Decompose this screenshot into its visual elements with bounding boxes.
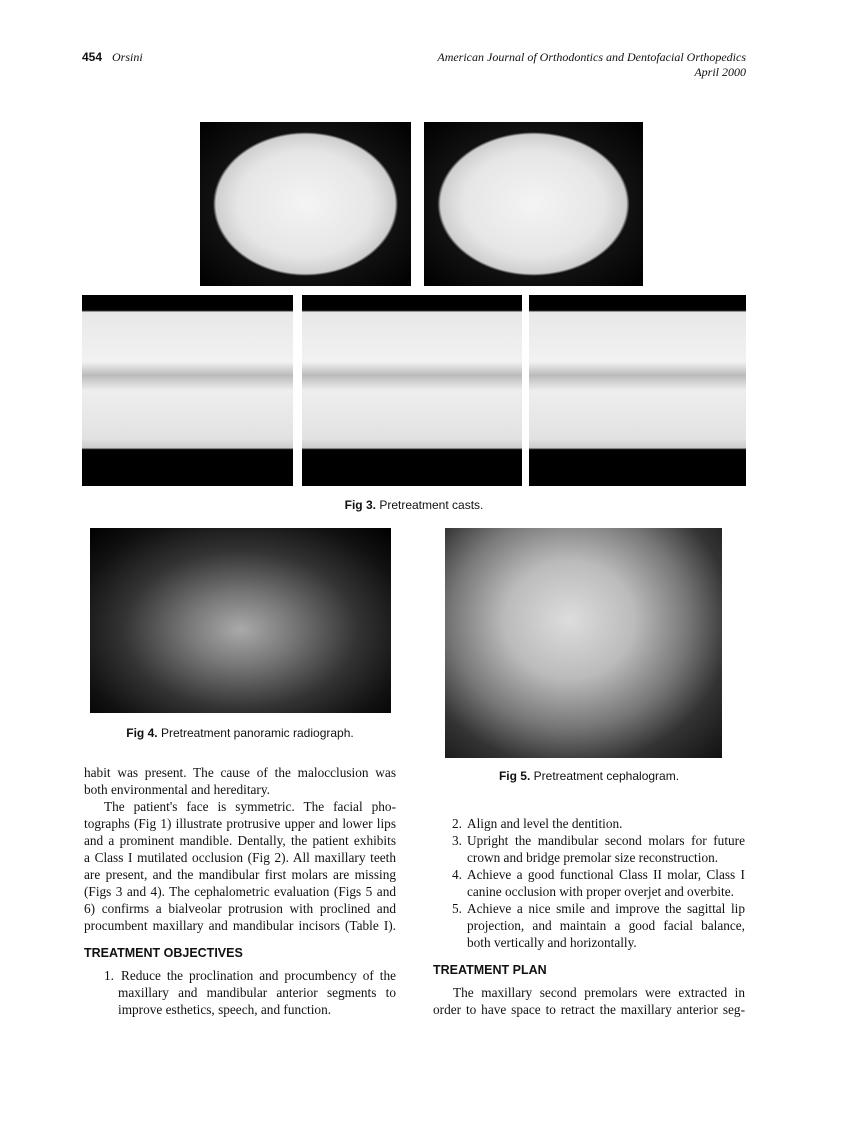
- list-item-text: Achieve a good functional Class II molar, Class I: [467, 867, 745, 882]
- journal-header: [437, 50, 746, 80]
- body-text-line: are present, and the mandibular first molars are missing: [84, 867, 396, 882]
- list-number: 3.: [452, 833, 462, 848]
- maxillary-cast-occlusal-image: [200, 122, 411, 286]
- list-number: 1.: [104, 968, 114, 983]
- body-text-line: and a prominent mandible. Dentally, the patient exhibits: [84, 833, 396, 848]
- running-author: Orsini: [112, 50, 143, 64]
- body-text-line: procumbent maxillary and mandibular incisors (Table I).: [84, 918, 396, 933]
- list-item-text: crown and bridge premolar size reconstruction.: [467, 850, 719, 865]
- list-item-text: improve esthetics, speech, and function.: [118, 1002, 332, 1017]
- body-text-line: The patient's face is symmetric. The facial pho-: [104, 799, 396, 814]
- left-buccal-cast-image: [529, 295, 746, 486]
- body-text-line: habit was present. The cause of the malocclusion was: [84, 765, 396, 780]
- issue-date: April 2000: [694, 65, 746, 79]
- body-text-line: The maxillary second premolars were extracted in: [453, 985, 745, 1000]
- list-item-text: projection, and maintain a good facial balance,: [467, 918, 745, 933]
- body-text-line: tographs (Fig 1) illustrate protrusive upper and lower lips: [84, 816, 396, 831]
- frontal-cast-image: [302, 295, 522, 486]
- list-item-text: canine occlusion with proper overjet and overbite.: [467, 884, 734, 899]
- body-text-line: a Class I mutilated occlusion (Fig 2). All maxillary teeth: [84, 850, 396, 865]
- list-item-text: Achieve a nice smile and improve the sagittal lip: [467, 901, 745, 916]
- panoramic-radiograph-image: [90, 528, 391, 713]
- mandibular-cast-occlusal-image: [424, 122, 643, 286]
- body-text-line: (Figs 3 and 4). The cephalometric evaluation (Figs 5 and: [84, 884, 396, 899]
- body-text-line: order to have space to retract the maxillary anterior seg-: [433, 1002, 745, 1017]
- list-item-text: Align and level the dentition.: [467, 816, 623, 831]
- body-text-line: both environmental and hereditary.: [84, 782, 270, 797]
- list-number: 5.: [452, 901, 462, 916]
- list-item-text: both vertically and horizontally.: [467, 935, 637, 950]
- page-number: 454: [82, 50, 103, 64]
- list-item-text: maxillary and mandibular anterior segments to: [118, 985, 396, 1000]
- journal-title: American Journal of Orthodontics and Dentofacial Orthopedics: [437, 50, 746, 64]
- fig4-caption: Fig 4. Pretreatment panoramic radiograph.: [126, 726, 354, 740]
- body-text-line: 6) confirms a bialveolar protrusion with proclined and: [84, 901, 396, 916]
- section-heading-treatment-plan: TREATMENT PLAN: [433, 963, 547, 977]
- fig3-caption: Fig 3. Pretreatment casts.: [344, 498, 484, 512]
- fig5-caption: Fig 5. Pretreatment cephalogram.: [498, 769, 680, 783]
- cephalogram-image: [445, 528, 722, 758]
- list-number: 4.: [452, 867, 462, 882]
- list-item-text: Upright the mandibular second molars for future: [467, 833, 745, 848]
- right-buccal-cast-image: [82, 295, 293, 486]
- list-item-text: Reduce the proclination and procumbency of the: [121, 968, 396, 983]
- section-heading-treatment-objectives: TREATMENT OBJECTIVES: [84, 946, 243, 960]
- list-number: 2.: [452, 816, 462, 831]
